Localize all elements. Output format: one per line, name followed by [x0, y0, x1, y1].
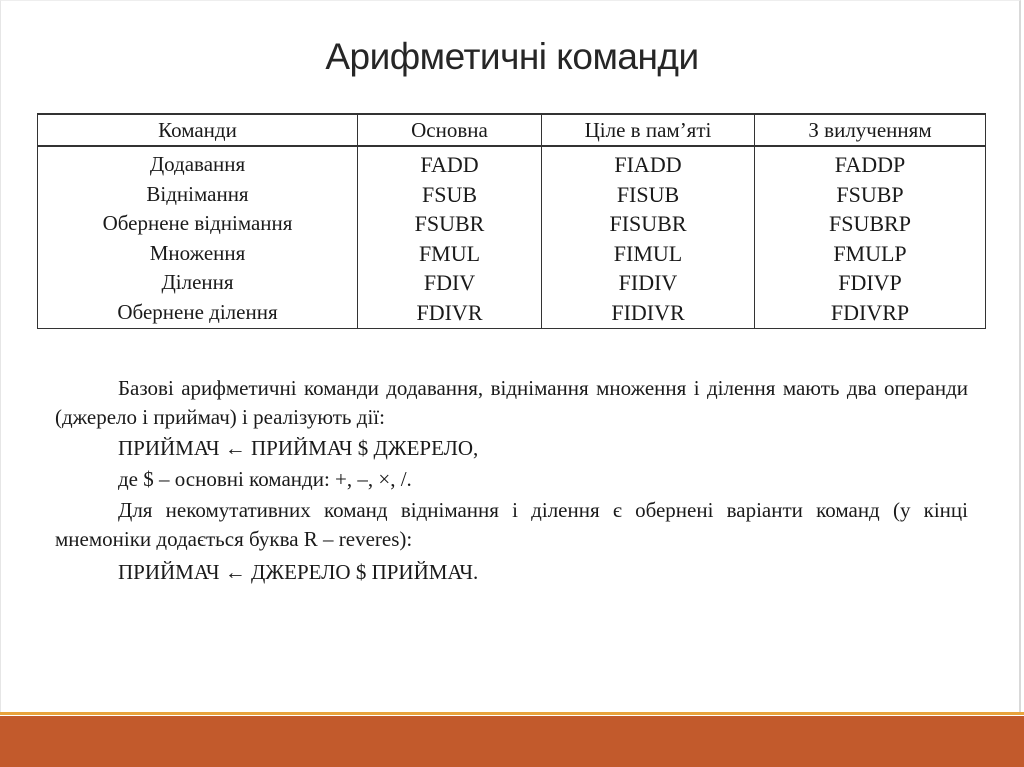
paragraph-basic-commands: Базові арифметичні команди додавання, віднімання множення і ділення мають два операнди (джерело і приймач) і реалізують дії:: [55, 376, 968, 429]
header-commands: Команди: [38, 114, 358, 146]
table-header-row: [38, 114, 986, 146]
paragraph-noncommutative: Для некомутативних команд віднімання і ділення є обернені варіанти команд (у кінці мнемоніки додається буква R – reveres):: [55, 498, 968, 551]
row-basic: FDIVR: [358, 298, 542, 329]
row-integer: FIDIV: [542, 268, 755, 298]
row-basic: FSUB: [358, 180, 542, 210]
row-pop: FSUBP: [755, 180, 986, 210]
row-command-name: Обернене ділення: [38, 298, 358, 329]
row-pop: FDIVP: [755, 268, 986, 298]
footer-accent-line: [0, 712, 1024, 715]
paragraph-operators: де $ – основні команди: +, –, ×, /.: [118, 467, 412, 491]
row-integer: FIDIVR: [542, 298, 755, 329]
commands-table: [37, 113, 986, 329]
row-integer: FIADD: [542, 146, 755, 180]
row-basic: FDIV: [358, 268, 542, 298]
row-command-name: Множення: [38, 239, 358, 269]
table-row: [38, 146, 986, 180]
table-row: [38, 180, 986, 210]
formula-receiver-source: ПРИЙМАЧ ← ПРИЙМАЧ $ ДЖЕРЕЛО,: [118, 436, 479, 460]
header-with-pop: З вилученням: [755, 114, 986, 146]
formula-reversed: ПРИЙМАЧ ← ДЖЕРЕЛО $ ПРИЙМАЧ.: [118, 560, 479, 584]
row-integer: FIMUL: [542, 239, 755, 269]
row-integer: FISUB: [542, 180, 755, 210]
table-row: [38, 298, 986, 329]
slide-title: Арифметичні команди: [325, 36, 699, 77]
row-pop: FSUBRP: [755, 209, 986, 239]
row-integer: FISUBR: [542, 209, 755, 239]
row-pop: FADDP: [755, 146, 986, 180]
row-pop: FMULP: [755, 239, 986, 269]
table-row: [38, 209, 986, 239]
row-basic: FADD: [358, 146, 542, 180]
row-basic: FSUBR: [358, 209, 542, 239]
header-basic: Основна: [358, 114, 542, 146]
table-row: [38, 268, 986, 298]
row-pop: FDIVRP: [755, 298, 986, 329]
row-basic: FMUL: [358, 239, 542, 269]
row-command-name: Ділення: [38, 268, 358, 298]
footer-bar: [0, 716, 1024, 767]
header-integer-in-memory: Ціле в пам’яті: [542, 114, 755, 146]
table-row: [38, 239, 986, 269]
row-command-name: Віднімання: [38, 180, 358, 210]
row-command-name: Додавання: [38, 146, 358, 180]
row-command-name: Обернене віднімання: [38, 209, 358, 239]
